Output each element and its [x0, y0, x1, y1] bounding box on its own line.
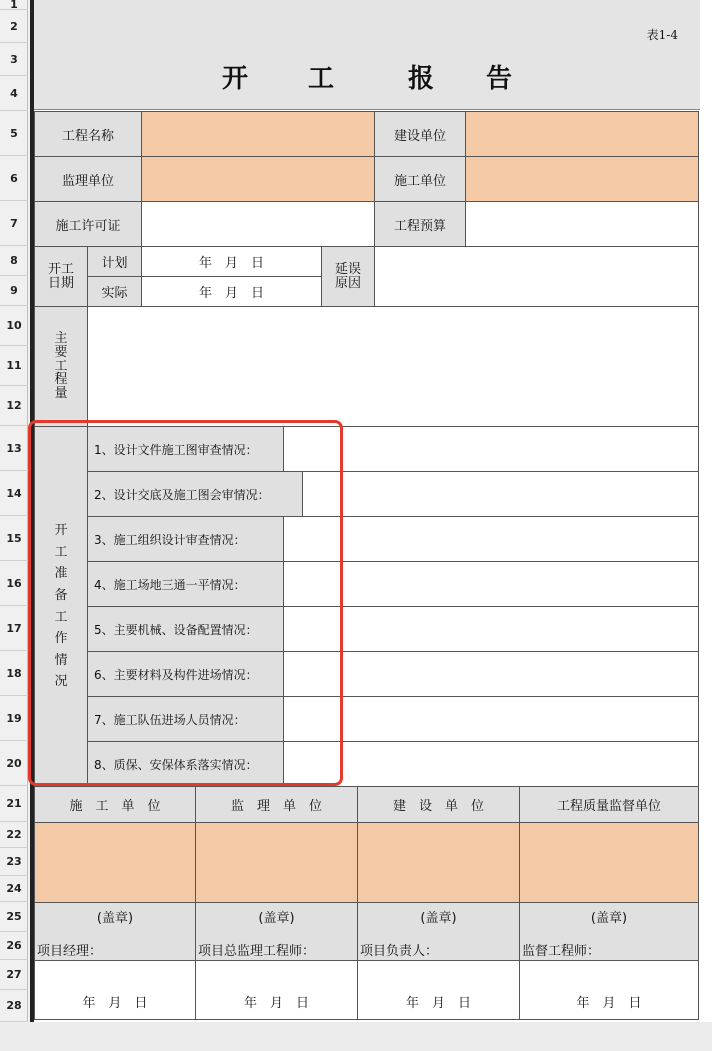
start-date-label-line: 日期	[47, 275, 74, 291]
vertical-char: 要	[54, 345, 68, 361]
signoff-date-field[interactable]: 年 月 日	[519, 960, 699, 1020]
row-header[interactable]: 2	[0, 10, 28, 43]
project-name-input[interactable]	[141, 111, 375, 157]
signoff-opinion-input[interactable]	[34, 822, 196, 903]
vertical-char: 开	[54, 522, 68, 538]
supervision-unit-label: 监理单位	[34, 156, 142, 202]
delay-reason-label	[321, 246, 375, 307]
prep-item-label: 7、施工队伍进场人员情况：	[87, 696, 284, 742]
prep-status-label	[34, 426, 88, 787]
row-header[interactable]: 10	[0, 306, 28, 346]
signoff-stamp-cell[interactable]	[195, 902, 358, 961]
row-header[interactable]: 17	[0, 606, 28, 651]
main-quantity-label	[34, 306, 88, 427]
plan-date-field[interactable]: 年 月 日	[141, 246, 322, 277]
row-header[interactable]: 15	[0, 516, 28, 561]
signoff-header: 施 工 单 位	[34, 786, 196, 823]
row-header[interactable]: 19	[0, 696, 28, 741]
budget-label: 工程预算	[374, 201, 466, 247]
title-char: 工	[307, 64, 334, 94]
signoff-date-field[interactable]: 年 月 日	[357, 960, 520, 1020]
stamp-label: (盖章)	[96, 910, 134, 926]
row-header[interactable]: 1	[0, 0, 28, 10]
delay-label-line: 原因	[334, 275, 361, 291]
row-header[interactable]: 4	[0, 76, 28, 111]
row-header[interactable]: 3	[0, 43, 28, 76]
page-title	[34, 58, 700, 95]
project-name-label: 工程名称	[34, 111, 142, 157]
role-label: 项目经理：	[37, 943, 103, 959]
row-header[interactable]: 26	[0, 932, 28, 960]
vertical-char: 况	[54, 674, 68, 690]
vertical-char: 量	[54, 385, 68, 401]
builder-unit-label: 施工单位	[374, 156, 466, 202]
vertical-char: 程	[54, 372, 68, 388]
row-header[interactable]: 11	[0, 346, 28, 386]
row-header[interactable]: 27	[0, 960, 28, 990]
title-char: 开	[221, 64, 248, 94]
row-header[interactable]: 20	[0, 741, 28, 786]
title-char: 报	[407, 64, 434, 94]
vertical-char: 工	[54, 544, 68, 560]
row-header-strip	[0, 0, 28, 1022]
prep-item-label: 4、施工场地三通一平情况：	[87, 561, 284, 607]
signoff-date-field[interactable]: 年 月 日	[195, 960, 358, 1020]
row-header[interactable]: 18	[0, 651, 28, 696]
table-number: 表1-4	[646, 28, 678, 42]
supervision-unit-input[interactable]	[141, 156, 375, 202]
role-label: 项目总监理工程师：	[198, 943, 316, 959]
row-header[interactable]: 5	[0, 111, 28, 156]
stamp-label: (盖章)	[258, 910, 295, 926]
construction-unit-label: 建设单位	[374, 111, 466, 157]
vertical-char: 主	[54, 331, 68, 347]
row-header[interactable]: 23	[0, 848, 28, 876]
row-header[interactable]: 13	[0, 426, 28, 471]
row-header[interactable]: 16	[0, 561, 28, 606]
role-label: 监督工程师：	[522, 943, 601, 959]
start-date-label-line: 开工	[47, 261, 74, 277]
start-date-label	[34, 246, 88, 307]
signoff-header: 建 设 单 位	[357, 786, 520, 823]
vertical-char: 准	[54, 566, 68, 582]
builder-unit-input[interactable]	[465, 156, 699, 202]
permit-input[interactable]	[141, 201, 375, 247]
role-label: 项目负责人：	[360, 943, 439, 959]
row-header[interactable]: 7	[0, 201, 28, 246]
signoff-stamp-cell[interactable]	[519, 902, 699, 961]
vertical-char: 作	[54, 631, 68, 647]
construction-unit-input[interactable]	[465, 111, 699, 157]
permit-label: 施工许可证	[34, 201, 142, 247]
prep-item-label: 1、设计文件施工图审查情况：	[87, 426, 284, 472]
signoff-opinion-input[interactable]	[195, 822, 358, 903]
signoff-header: 监 理 单 位	[195, 786, 358, 823]
prep-item-label: 5、主要机械、设备配置情况：	[87, 606, 284, 652]
title-char: 告	[485, 64, 512, 94]
signoff-opinion-input[interactable]	[357, 822, 520, 903]
vertical-char: 情	[54, 652, 68, 668]
plan-label: 计划	[87, 246, 142, 277]
row-header[interactable]: 6	[0, 156, 28, 201]
delay-reason-input[interactable]	[374, 246, 699, 307]
stamp-label: (盖章)	[420, 910, 457, 926]
row-header[interactable]: 14	[0, 471, 28, 516]
worksheet	[34, 0, 712, 1022]
delay-label-line: 延误	[334, 261, 361, 277]
actual-date-field[interactable]: 年 月 日	[141, 276, 322, 307]
title-area	[34, 0, 700, 110]
prep-item-label: 3、施工组织设计审查情况：	[87, 516, 284, 562]
row-header[interactable]: 21	[0, 786, 28, 822]
row-header[interactable]: 28	[0, 990, 28, 1022]
row-header[interactable]: 22	[0, 822, 28, 848]
main-quantity-input[interactable]	[87, 306, 699, 427]
sheet-bottom-margin	[0, 1022, 712, 1051]
signoff-header: 工程质量监督单位	[519, 786, 699, 823]
vertical-char: 备	[54, 587, 68, 603]
signoff-stamp-cell[interactable]	[357, 902, 520, 961]
signoff-stamp-cell[interactable]	[34, 902, 196, 961]
prep-item-label: 6、主要材料及构件进场情况：	[87, 651, 284, 697]
prep-item-label: 8、质保、安保体系落实情况：	[87, 741, 284, 787]
row-header[interactable]: 9	[0, 276, 28, 306]
vertical-char: 工	[54, 358, 68, 374]
row-header[interactable]: 25	[0, 902, 28, 932]
vertical-char: 工	[54, 609, 68, 625]
row-header[interactable]: 24	[0, 876, 28, 902]
row-header[interactable]: 12	[0, 386, 28, 426]
actual-label: 实际	[87, 276, 142, 307]
stamp-label: (盖章)	[590, 910, 628, 926]
signoff-date-field[interactable]: 年 月 日	[34, 960, 196, 1020]
prep-item-label: 2、设计交底及施工图会审情况：	[87, 471, 303, 517]
row-header[interactable]: 8	[0, 246, 28, 276]
budget-input[interactable]	[465, 201, 699, 247]
signoff-opinion-input[interactable]	[519, 822, 699, 903]
